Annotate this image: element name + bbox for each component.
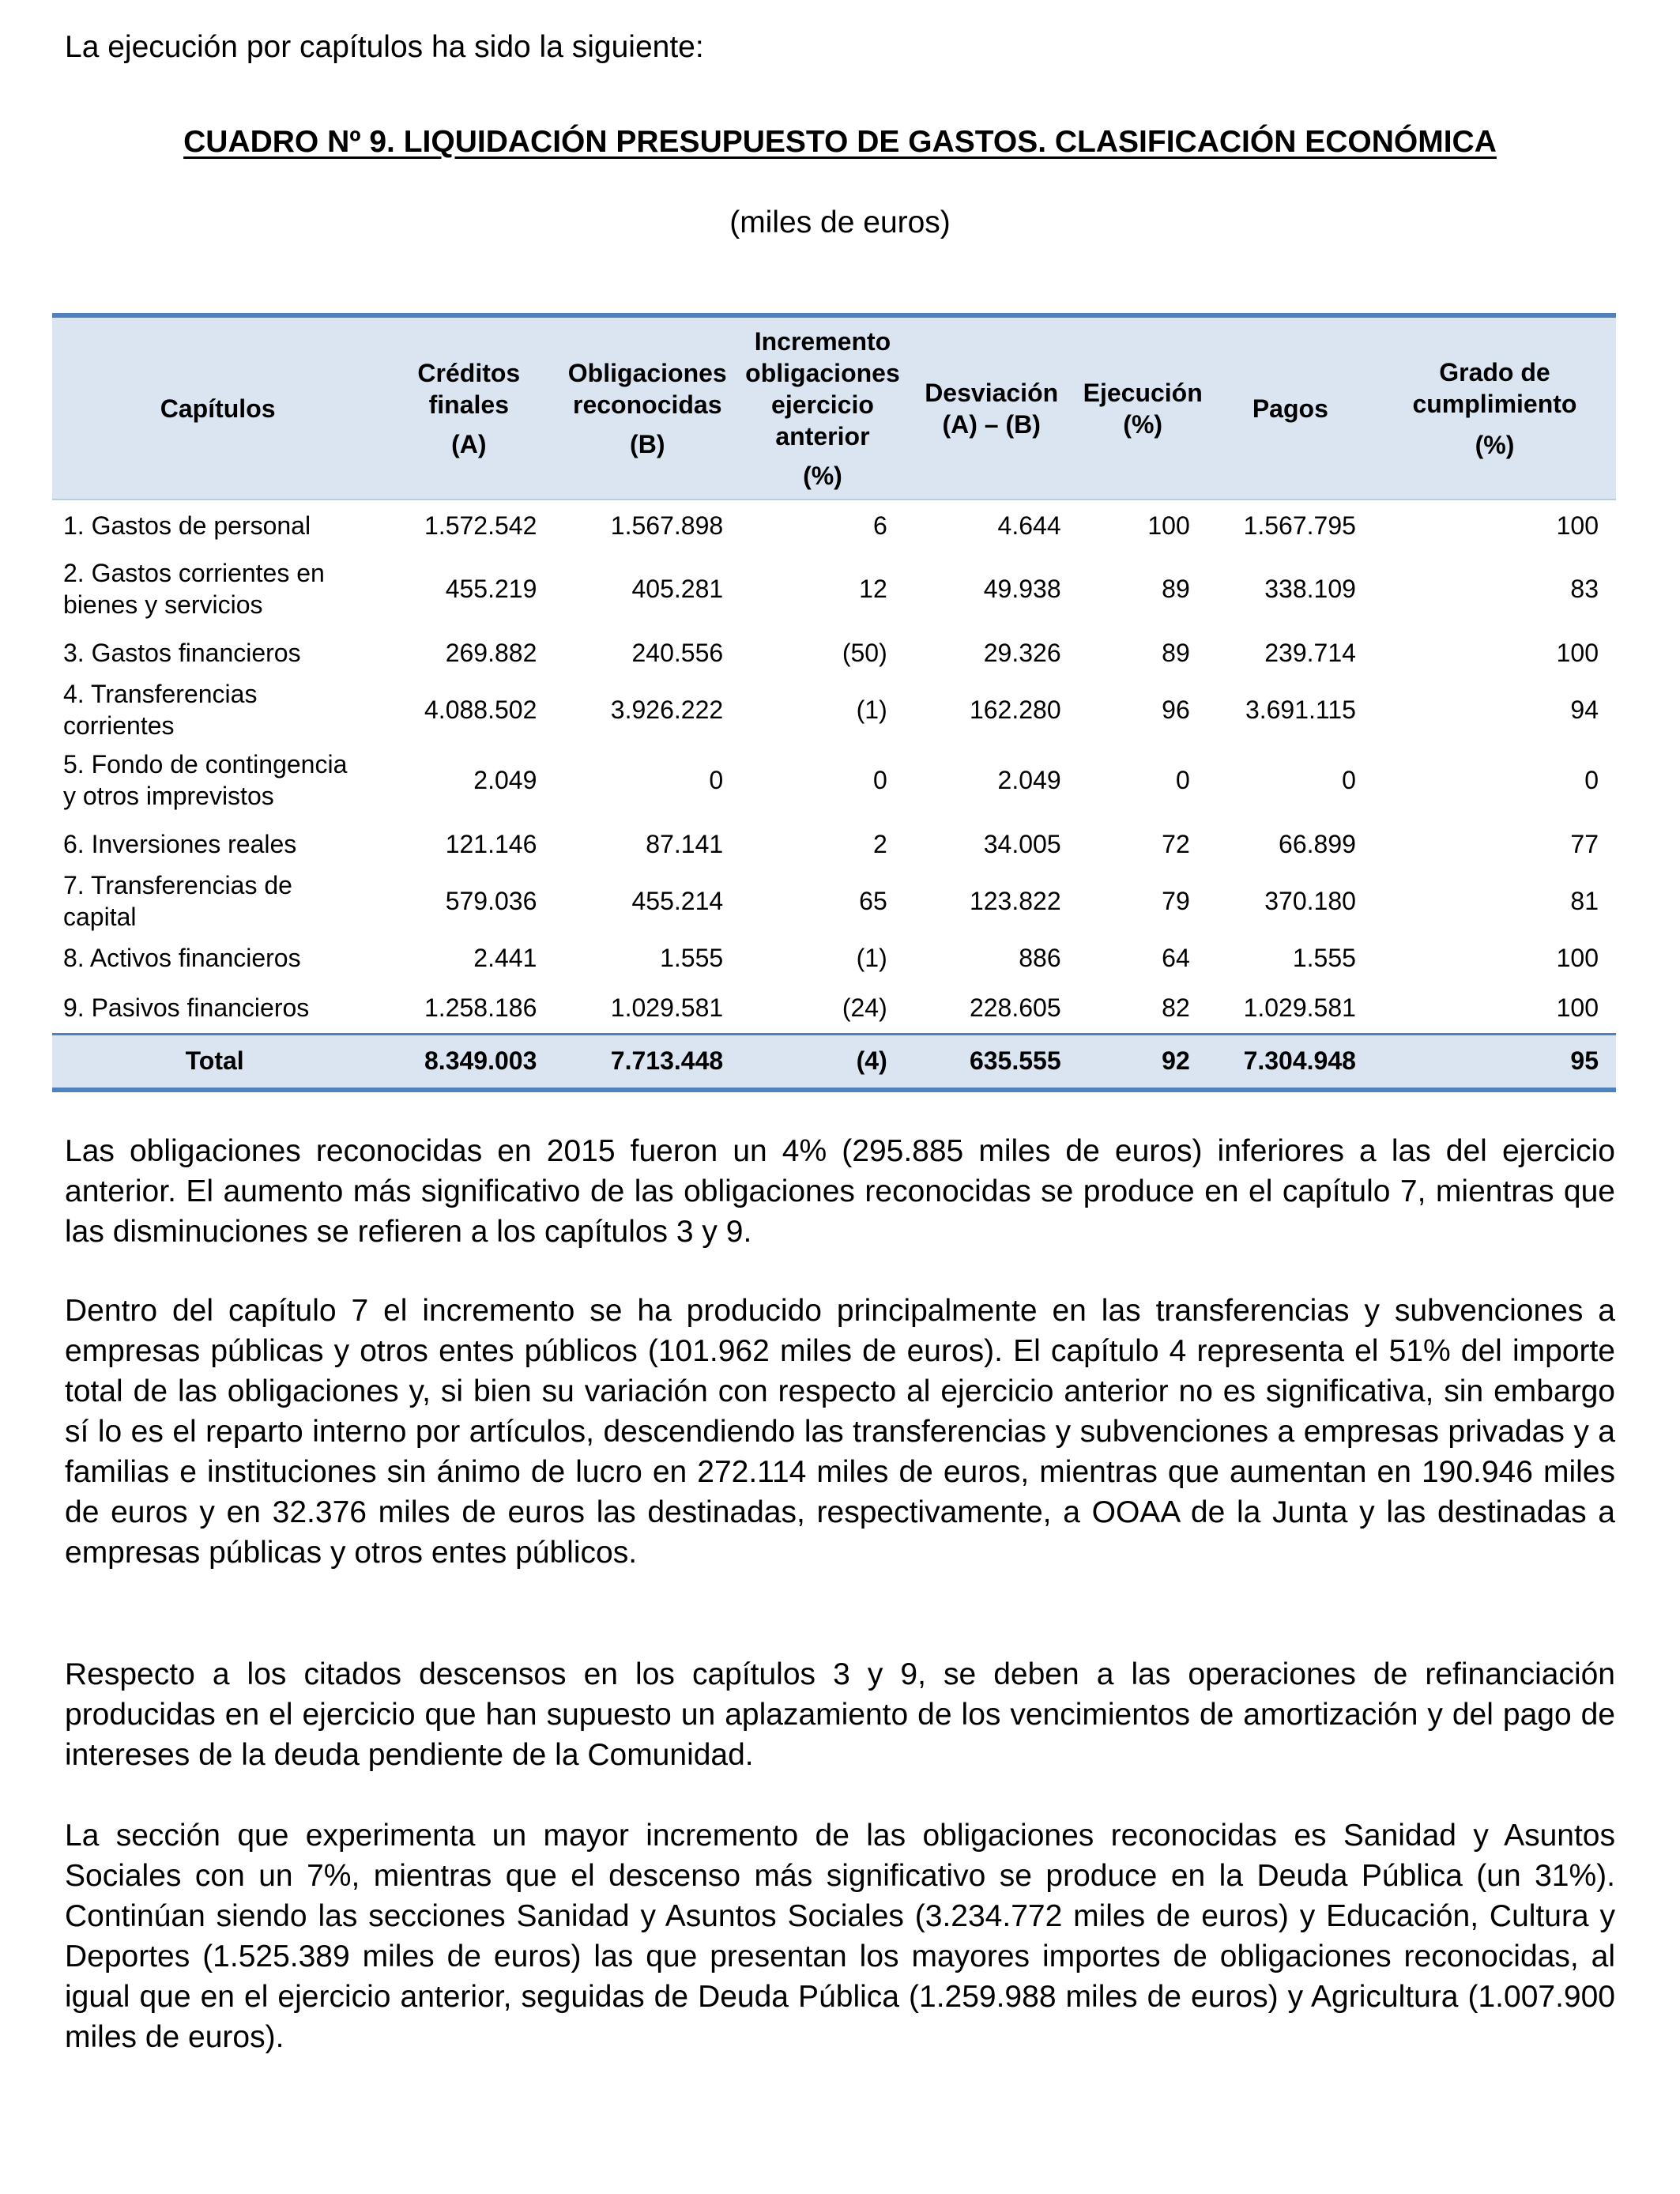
cell-pagos: 370.180 [1264, 887, 1356, 915]
table-row [52, 819, 1616, 869]
cell-capitulo: 8. Activos financieros [63, 944, 301, 972]
table-body [52, 499, 1616, 1034]
cell-desviacion: 228.605 [969, 993, 1061, 1023]
cell-creditos: 455.219 [445, 575, 537, 603]
cell-obligaciones: 0 [709, 766, 724, 794]
table-footer [52, 1034, 1616, 1090]
header-ejecucion: Ejecución (%) [1079, 315, 1207, 499]
table-row [52, 550, 1616, 628]
cell-creditos: 1.572.542 [424, 511, 537, 540]
cell-grado: 0 [1584, 766, 1599, 794]
total-grado: 95 [1373, 1034, 1616, 1090]
cell-grado: 94 [1570, 696, 1599, 724]
cell-pagos: 239.714 [1264, 639, 1356, 667]
cell-obligaciones: 1.555 [660, 944, 724, 972]
cell-desviacion: 2.049 [997, 766, 1061, 794]
total-row [52, 1034, 1616, 1090]
cell-ejecucion: 89 [1162, 639, 1190, 667]
budget-table [52, 313, 1616, 1092]
header-desviacion: Desviación (A) – (B) [905, 315, 1079, 499]
cell-grado: 77 [1570, 830, 1599, 858]
header-incremento-unit: (%) [803, 461, 842, 490]
cell-grado: 100 [1556, 511, 1599, 540]
cell-desviacion: 34.005 [983, 830, 1061, 858]
cell-pagos: 1.029.581 [1243, 993, 1356, 1023]
header-creditos-unit: (A) [451, 429, 487, 458]
cell-incremento: (1) [856, 944, 887, 972]
cell-ejecucion: 64 [1162, 944, 1190, 972]
cell-creditos: 579.036 [445, 887, 537, 915]
total-creditos: 8.349.003 [383, 1034, 554, 1090]
header-capitulos: Capítulos [52, 315, 383, 499]
cell-desviacion: 123.822 [969, 887, 1061, 915]
header-incremento: Incremento obligaciones ejercicio anterior (%) [740, 315, 905, 499]
cell-grado: 81 [1570, 887, 1599, 915]
cell-creditos: 269.882 [445, 639, 537, 667]
total-label: Total [52, 1034, 383, 1090]
cell-incremento: 6 [872, 511, 887, 540]
cell-pagos: 3.691.115 [1245, 696, 1356, 724]
cell-desviacion: 4.644 [997, 511, 1061, 540]
table-row [52, 983, 1616, 1034]
paragraph-3: Respecto a los citados descensos en los capítulos 3 y 9, se deben a las operaciones de refinanciación producidas en el ejercicio que han supuesto un aplazamiento de los vencimientos de amortización y del pago de intereses de la deuda pendiente de la Comunidad. [65, 1657, 1615, 1772]
cell-creditos: 1.258.186 [424, 993, 537, 1023]
cell-obligaciones: 3.926.222 [610, 696, 724, 724]
intro-text: La ejecución por capítulos ha sido la siguiente: [65, 30, 704, 64]
cell-capitulo: 1. Gastos de personal [63, 511, 311, 540]
table-row [52, 741, 1616, 819]
table-row [52, 678, 1616, 741]
table-title: CUADRO Nº 9. LIQUIDACIÓN PRESUPUESTO DE GASTOS. CLASIFICACIÓN ECONÓMICA [183, 125, 1497, 159]
cell-capitulo: 4. Transferencias corrientes [63, 680, 258, 740]
cell-desviacion: 49.938 [983, 575, 1061, 603]
cell-pagos: 1.555 [1292, 944, 1356, 972]
cell-creditos: 2.441 [473, 944, 537, 972]
header-desviacion-unit: (A) – (B) [942, 409, 1041, 439]
cell-incremento: 2 [872, 830, 887, 858]
total-incremento: (4) [740, 1034, 905, 1090]
cell-creditos: 4.088.502 [424, 696, 537, 724]
table-header [52, 315, 1616, 499]
total-pagos: 7.304.948 [1207, 1034, 1373, 1090]
cell-incremento: 65 [859, 887, 887, 915]
cell-pagos: 338.109 [1264, 575, 1356, 603]
cell-ejecucion: 82 [1162, 993, 1190, 1023]
table-row [52, 628, 1616, 678]
cell-incremento: 12 [859, 575, 887, 603]
total-ejecucion: 92 [1079, 1034, 1207, 1090]
cell-incremento: (24) [842, 993, 887, 1023]
cell-ejecucion: 72 [1162, 830, 1190, 858]
table-row [52, 499, 1616, 550]
total-desviacion: 635.555 [905, 1034, 1079, 1090]
header-creditos: Créditos finales (A) [383, 315, 554, 499]
cell-obligaciones: 240.556 [631, 639, 724, 667]
table-row [52, 869, 1616, 933]
header-grado: Grado de cumplimiento (%) [1373, 315, 1616, 499]
cell-obligaciones: 1.567.898 [610, 511, 724, 540]
cell-creditos: 2.049 [473, 766, 537, 794]
cell-capitulo: 7. Transferencias de capital [63, 871, 292, 931]
cell-capitulo: 5. Fondo de contingencia y otros imprevistos [63, 750, 348, 810]
cell-desviacion: 162.280 [969, 696, 1061, 724]
cell-capitulo: 6. Inversiones reales [63, 830, 297, 858]
header-ejecucion-unit: (%) [1123, 409, 1163, 439]
cell-desviacion: 886 [1019, 944, 1061, 972]
cell-obligaciones: 1.029.581 [610, 993, 724, 1023]
cell-capitulo: 9. Pasivos financieros [63, 993, 310, 1023]
table-units: (miles de euros) [729, 205, 951, 239]
cell-pagos: 66.899 [1279, 830, 1356, 858]
header-obligaciones: Obligaciones reconocidas (B) [554, 315, 740, 499]
cell-ejecucion: 100 [1147, 511, 1190, 540]
cell-grado: 100 [1556, 993, 1599, 1023]
cell-obligaciones: 405.281 [631, 575, 724, 603]
total-obligaciones: 7.713.448 [554, 1034, 740, 1090]
paragraph-1: Las obligaciones reconocidas en 2015 fueron un 4% (295.885 miles de euros) inferiores a las del ejercicio anterior. El aumento más significativo de las obligaciones reconocidas se produce en el capítulo 7, mientras que las disminuciones se refieren a los capítulos 3 y 9. [65, 1134, 1615, 1249]
cell-obligaciones: 87.141 [646, 830, 724, 858]
cell-incremento: (1) [856, 696, 887, 724]
paragraph-4: La sección que experimenta un mayor incremento de las obligaciones reconocidas es Sanidad y Asuntos Sociales con un 7%, mientras que el descenso más significativo se produce en la Deuda Pública (un 31%). Continúan siendo las secciones Sanidad y Asuntos Sociales (3.234.772 miles de euros) y Educación, Cultura y Deportes (1.525.389 miles de euros) las que presentan los mayores importes de obligaciones reconocidas, al igual que en el ejercicio anterior, seguidas de Deuda Pública (1.259.988 miles de euros) y Agricultura (1.007.900 miles de euros). [65, 1819, 1615, 2054]
cell-ejecucion: 0 [1175, 766, 1190, 794]
cell-capitulo: 3. Gastos financieros [63, 639, 301, 667]
cell-grado: 83 [1570, 575, 1599, 603]
header-grado-unit: (%) [1475, 430, 1515, 459]
table-row [52, 933, 1616, 983]
cell-ejecucion: 89 [1162, 575, 1190, 603]
cell-obligaciones: 455.214 [631, 887, 724, 915]
cell-pagos: 0 [1342, 766, 1356, 794]
cell-ejecucion: 96 [1162, 696, 1190, 724]
cell-creditos: 121.146 [445, 830, 537, 858]
cell-grado: 100 [1556, 639, 1599, 667]
cell-ejecucion: 79 [1162, 887, 1190, 915]
cell-pagos: 1.567.795 [1243, 511, 1356, 540]
cell-grado: 100 [1556, 944, 1599, 972]
paragraph-2: Dentro del capítulo 7 el incremento se ha producido principalmente en las transferencias y subvenciones a empresas públicas y otros entes públicos (101.962 miles de euros). El capítulo 4 representa el 51% del importe total de las obligaciones y, si bien su variación con respecto al ejercicio anterior no es significativa, sin embargo sí lo es el reparto interno por artículos, descendiendo las transferencias y subvenciones a empresas privadas y a familias e instituciones sin ánimo de lucro en 272.114 miles de euros, mientras que aumentan en 190.946 miles de euros y en 32.376 miles de euros las destinadas, respectivamente, a OOAA de la Junta y las destinadas a empresas públicas y otros entes públicos. [65, 1294, 1615, 1570]
cell-incremento: 0 [872, 766, 887, 794]
header-pagos: Pagos [1207, 315, 1373, 499]
header-obligaciones-unit: (B) [630, 429, 665, 458]
cell-incremento: (50) [842, 639, 887, 667]
cell-capitulo: 2. Gastos corrientes en bienes y servicios [63, 559, 325, 619]
cell-desviacion: 29.326 [983, 639, 1061, 667]
